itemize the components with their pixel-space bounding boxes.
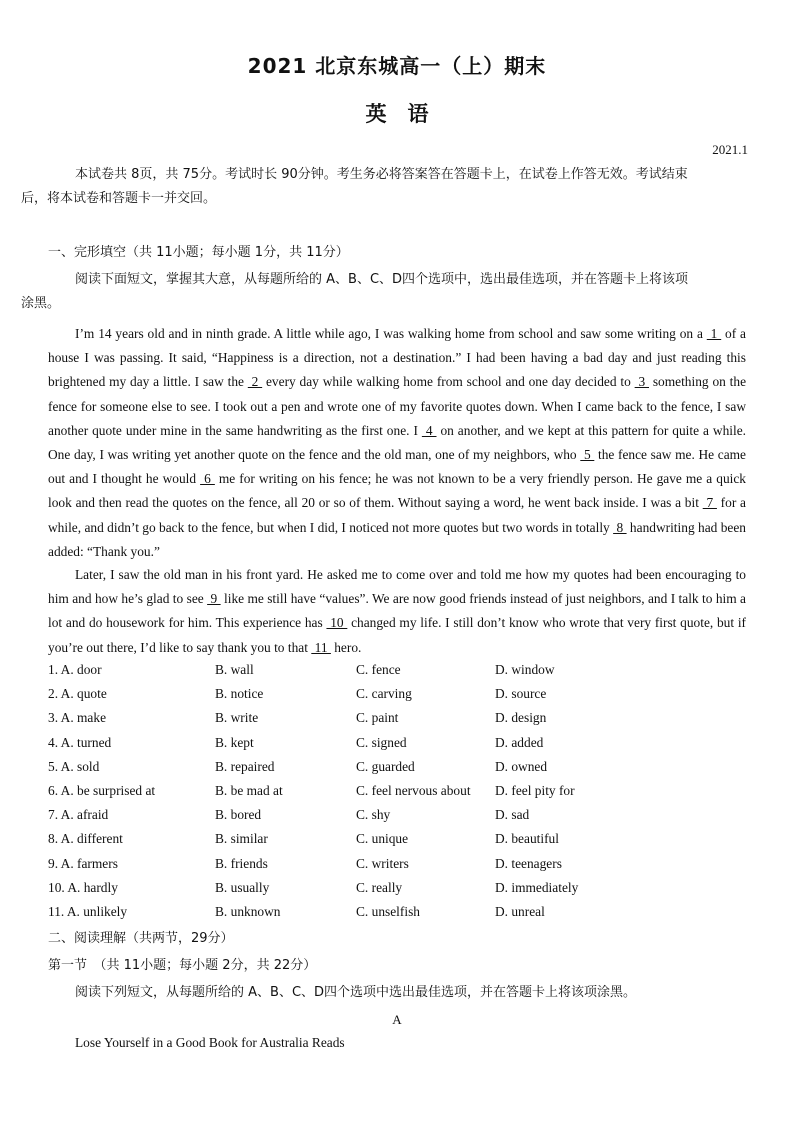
section1-direction-line-1: 阅读下面短文，掌握其大意，从每题所给的 A、B、C、D四个选项中，选出最佳选项，并在答题卡上将该项 <box>75 272 689 287</box>
passage-text: of a house I was passing. It said, “Happiness is a direction, not a destination.” I had been having a bad day and just reading this brightened my day a little. I saw the <box>48 326 746 390</box>
instructions-line-2: 后，将本试卷和答题卡一并交回。 <box>21 191 217 207</box>
passage-paragraph-2 <box>48 563 746 660</box>
answer-blank: 1 <box>706 326 722 341</box>
section1-heading: 一、完形填空（共 11小题；每小题 1分，共 11分） <box>48 245 349 260</box>
option-choice: D. window <box>495 662 555 677</box>
section1-directions <box>21 268 746 316</box>
option-choice: C. really <box>356 879 403 895</box>
answer-blank: 8 <box>613 519 627 535</box>
option-choice: C. feel nervous about <box>356 783 471 798</box>
option-choice: 11. A. unlikely <box>48 904 128 919</box>
option-choice: 9. A. farmers <box>48 855 118 871</box>
option-row <box>48 710 746 734</box>
passage-text: every day while walking home from school and one day decided to <box>262 374 635 390</box>
option-choice: D. added <box>495 734 544 750</box>
answer-blank: 2 <box>247 374 263 390</box>
passage-text: changed my life. I still don’t know who wrote that very first quote, but if you’re out there, I’d like to say thank you to that <box>48 615 747 655</box>
exam-title: 2021 北京东城高一（上）期末 <box>247 54 547 78</box>
instructions <box>21 163 746 211</box>
option-choice: B. similar <box>215 831 268 847</box>
option-choice: C. paint <box>356 710 399 726</box>
answer-blank: 5 <box>580 447 595 463</box>
option-choice: B. be mad at <box>215 783 283 798</box>
option-choice: B. friends <box>215 855 268 871</box>
passage-text: on another, and we kept at this pattern for quite a while. One day, I was writing yet another quote on the fence and the old man, one of my neighbors, who <box>48 422 746 463</box>
option-choice: 2. A. quote <box>48 686 107 702</box>
option-choice: 5. A. sold <box>48 758 100 774</box>
option-choice: D. design <box>495 710 547 726</box>
section2-heading: 二、阅读理解（共两节，29分） <box>48 931 234 946</box>
option-choice: B. bored <box>215 807 262 823</box>
option-choice: D. beautiful <box>495 831 559 847</box>
option-choice: C. guarded <box>356 758 415 774</box>
exam-date: 2021.1 <box>712 142 748 157</box>
option-choice: C. unselfish <box>356 904 420 919</box>
section2-direction: 阅读下列短文，从每题所给的 A、B、C、D四个选项中选出最佳选项，并在答题卡上将该项涂黑。 <box>75 985 637 1000</box>
option-row <box>48 904 746 928</box>
option-choice: C. shy <box>356 807 391 823</box>
section2-part1-heading: 第一节 （共 11小题；每小题 2分，共 22分） <box>48 958 317 973</box>
option-choice: D. unreal <box>495 904 545 919</box>
option-choice: D. feel pity for <box>495 783 575 798</box>
option-row <box>48 735 746 759</box>
option-choice: D. owned <box>495 758 548 774</box>
passage-text: I’m 14 years old and in ninth grade. A little while ago, I was walking home from school and saw some writing on a <box>75 326 707 341</box>
passage-text: something on the fence for someone else to see. I took out a pen and wrote one of my favorite quotes down. When I came back to the fence, I saw another quote under mine in the same handwriting as the first one. I <box>48 374 747 438</box>
passage-letter: A <box>392 1012 402 1027</box>
passage-text: Later, I saw the old man in his front yard. He asked me to come over and told me how my quotes had been encouraging to him and how he’s glad to see <box>48 567 746 607</box>
subject-title: 英 语 <box>365 102 429 126</box>
answer-blank: 11 <box>311 639 331 655</box>
option-choice: C. unique <box>356 831 409 847</box>
option-row <box>48 662 746 686</box>
option-choice: 6. A. be surprised at <box>48 783 156 798</box>
option-choice: 8. A. different <box>48 831 123 847</box>
option-choice: B. unknown <box>215 904 281 919</box>
instructions-line-1: 本试卷共 8页，共 75分。考试时长 90分钟。考生务必将答案答在答题卡上，在试卷上作答无效。考试结束 <box>75 167 688 182</box>
passage-text: like me still have “values”. We are now good friends instead of just neighbors, and I talk to him a lot and do housework for him. This experience has <box>48 591 746 631</box>
option-choice: 4. A. turned <box>48 734 112 750</box>
option-choice: C. carving <box>356 686 412 702</box>
option-row <box>48 807 746 831</box>
option-choice: D. immediately <box>495 879 579 895</box>
option-choice: B. kept <box>215 734 254 750</box>
answer-blank: 4 <box>421 422 437 438</box>
option-choice: B. repaired <box>215 758 275 774</box>
option-choice: 10. A. hardly <box>48 879 118 895</box>
option-choice: B. usually <box>215 879 270 895</box>
option-choice: D. teenagers <box>495 855 562 871</box>
passage-paragraph-1 <box>48 322 746 564</box>
option-choice: C. writers <box>356 855 409 871</box>
passage-text: me for writing on his fence; he was not known to be a very friendly person. He gave me a quick look and then read the quotes on the fence, all 20 or so of them. Without saying a word, he went back inside. I was a bit <box>48 471 747 511</box>
option-choice: D. sad <box>495 807 530 823</box>
option-row <box>48 856 746 880</box>
option-row <box>48 783 746 807</box>
option-row <box>48 880 746 904</box>
passage-text: the fence saw me. He came out and I thought he would <box>48 447 747 487</box>
option-row <box>48 831 746 855</box>
passage-title: Lose Yourself in a Good Book for Australia Reads <box>75 1035 345 1050</box>
answer-blank: 7 <box>702 495 717 511</box>
option-choice: D. source <box>495 686 547 702</box>
passage-text: for a while, and didn’t go back to the fence, but when I did, I noticed not more quotes but two words in totally <box>48 495 746 535</box>
answer-blank: 10 <box>326 615 348 631</box>
option-choice: B. write <box>215 710 259 726</box>
passage-text: handwriting had been added: “Thank you.” <box>48 519 746 559</box>
answer-blank: 9 <box>207 591 221 607</box>
answer-blank: 3 <box>634 374 649 390</box>
option-choice: B. wall <box>215 662 254 677</box>
option-row <box>48 759 746 783</box>
option-choice: 1. A. door <box>48 662 102 677</box>
option-row <box>48 686 746 710</box>
option-choice: C. fence <box>356 662 401 677</box>
passage-text: hero. <box>330 639 362 655</box>
option-choice: 3. A. make <box>48 710 107 726</box>
section1-direction-line-2: 涂黑。 <box>21 296 61 312</box>
answer-blank: 6 <box>200 471 215 487</box>
option-choice: B. notice <box>215 686 264 702</box>
option-choice: C. signed <box>356 734 407 750</box>
option-choice: 7. A. afraid <box>48 807 109 823</box>
